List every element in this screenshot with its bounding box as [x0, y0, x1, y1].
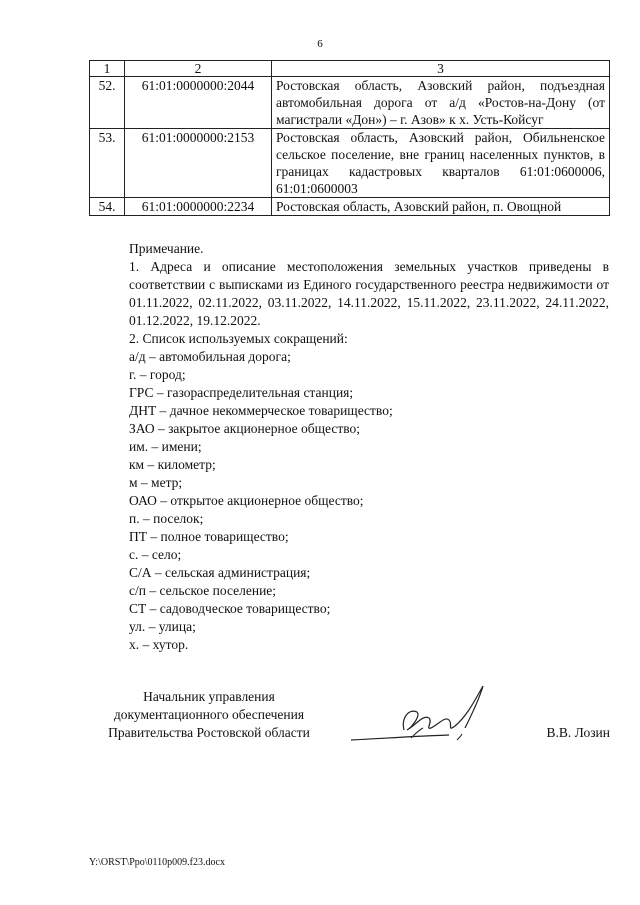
list-item: ЗАО – закрытое акционерное общество; — [129, 421, 361, 436]
row-number: 54. — [90, 198, 125, 216]
note-title: Примечание. — [129, 241, 204, 256]
table-header-row — [90, 61, 610, 77]
list-item: ПТ – полное товарищество; — [129, 529, 289, 544]
header-cell-1: 1 — [90, 61, 125, 77]
land-plots-table — [89, 60, 610, 216]
header-cell-2: 2 — [125, 61, 272, 77]
list-item: с. – село; — [129, 547, 182, 562]
note-section — [89, 240, 609, 654]
cadastral-number: 61:01:0000000:2044 — [125, 77, 272, 129]
table-row — [90, 77, 610, 129]
list-item: ДНТ – дачное некоммерческое товарищество; — [129, 403, 393, 418]
list-item: ОАО – открытое акционерное общество; — [129, 493, 364, 508]
table-row — [90, 129, 610, 198]
plot-address: Ростовская область, Азовский район, подъездная автомобильная дорога от а/д «Ростов-на-Дону (от магистрали «Дон») – г. Азов» к х. Усть-Койсуг — [272, 77, 610, 129]
list-item: км – километр; — [129, 457, 216, 472]
abbreviation-list — [89, 348, 609, 654]
list-item: п. – поселок; — [129, 511, 204, 526]
list-item: с/п – сельское поселение; — [129, 583, 277, 598]
plot-address: Ростовская область, Азовский район, п. Овощной — [272, 198, 610, 216]
table-row — [90, 198, 610, 216]
signature-block — [89, 688, 610, 748]
header-cell-3: 3 — [272, 61, 610, 77]
position-line: Начальник управления — [143, 689, 275, 704]
note-item-2-title: 2. Список используемых сокращений: — [129, 331, 348, 346]
list-item: а/д – автомобильная дорога; — [129, 349, 291, 364]
list-item: СТ – садоводческое товарищество; — [129, 601, 331, 616]
signatory-position — [89, 688, 329, 742]
list-item: им. – имени; — [129, 439, 202, 454]
row-number: 52. — [90, 77, 125, 129]
row-number: 53. — [90, 129, 125, 198]
position-line: документационного обеспечения — [113, 707, 305, 722]
signatory-name: В.В. Лозин — [546, 725, 610, 740]
plot-address: Ростовская область, Азовский район, Обильненское сельское поселение, вне границ населенных пунктов, в границах кадастровых кварталов 61:01:0600006, 61:01:0600003 — [272, 129, 610, 198]
note-item-1: 1. Адреса и описание местоположения земельных участков приведены в соответствии с выписками из Единого государственного реестра недвижимости от 01.11.2022, 02.11.2022, 03.11.2022, 14.11.2022, 15.11.2022, 23.11.2022, 24.11.2022, 01.12.2022, 19.12.2022. — [129, 259, 609, 328]
page-number: 6 — [317, 38, 323, 50]
list-item: С/А – сельская администрация; — [129, 565, 311, 580]
cadastral-number: 61:01:0000000:2234 — [125, 198, 272, 216]
list-item: г. – город; — [129, 367, 186, 382]
handwritten-signature — [349, 678, 509, 753]
list-item: ул. – улица; — [129, 619, 196, 634]
cadastral-number: 61:01:0000000:2153 — [125, 129, 272, 198]
file-path-footer: Y:\ORST\Ppo\0110p009.f23.docx — [89, 857, 225, 868]
list-item: м – метр; — [129, 475, 183, 490]
position-line: Правительства Ростовской области — [108, 725, 310, 740]
list-item: х. – хутор. — [129, 637, 189, 652]
list-item: ГРС – газораспределительная станция; — [129, 385, 354, 400]
